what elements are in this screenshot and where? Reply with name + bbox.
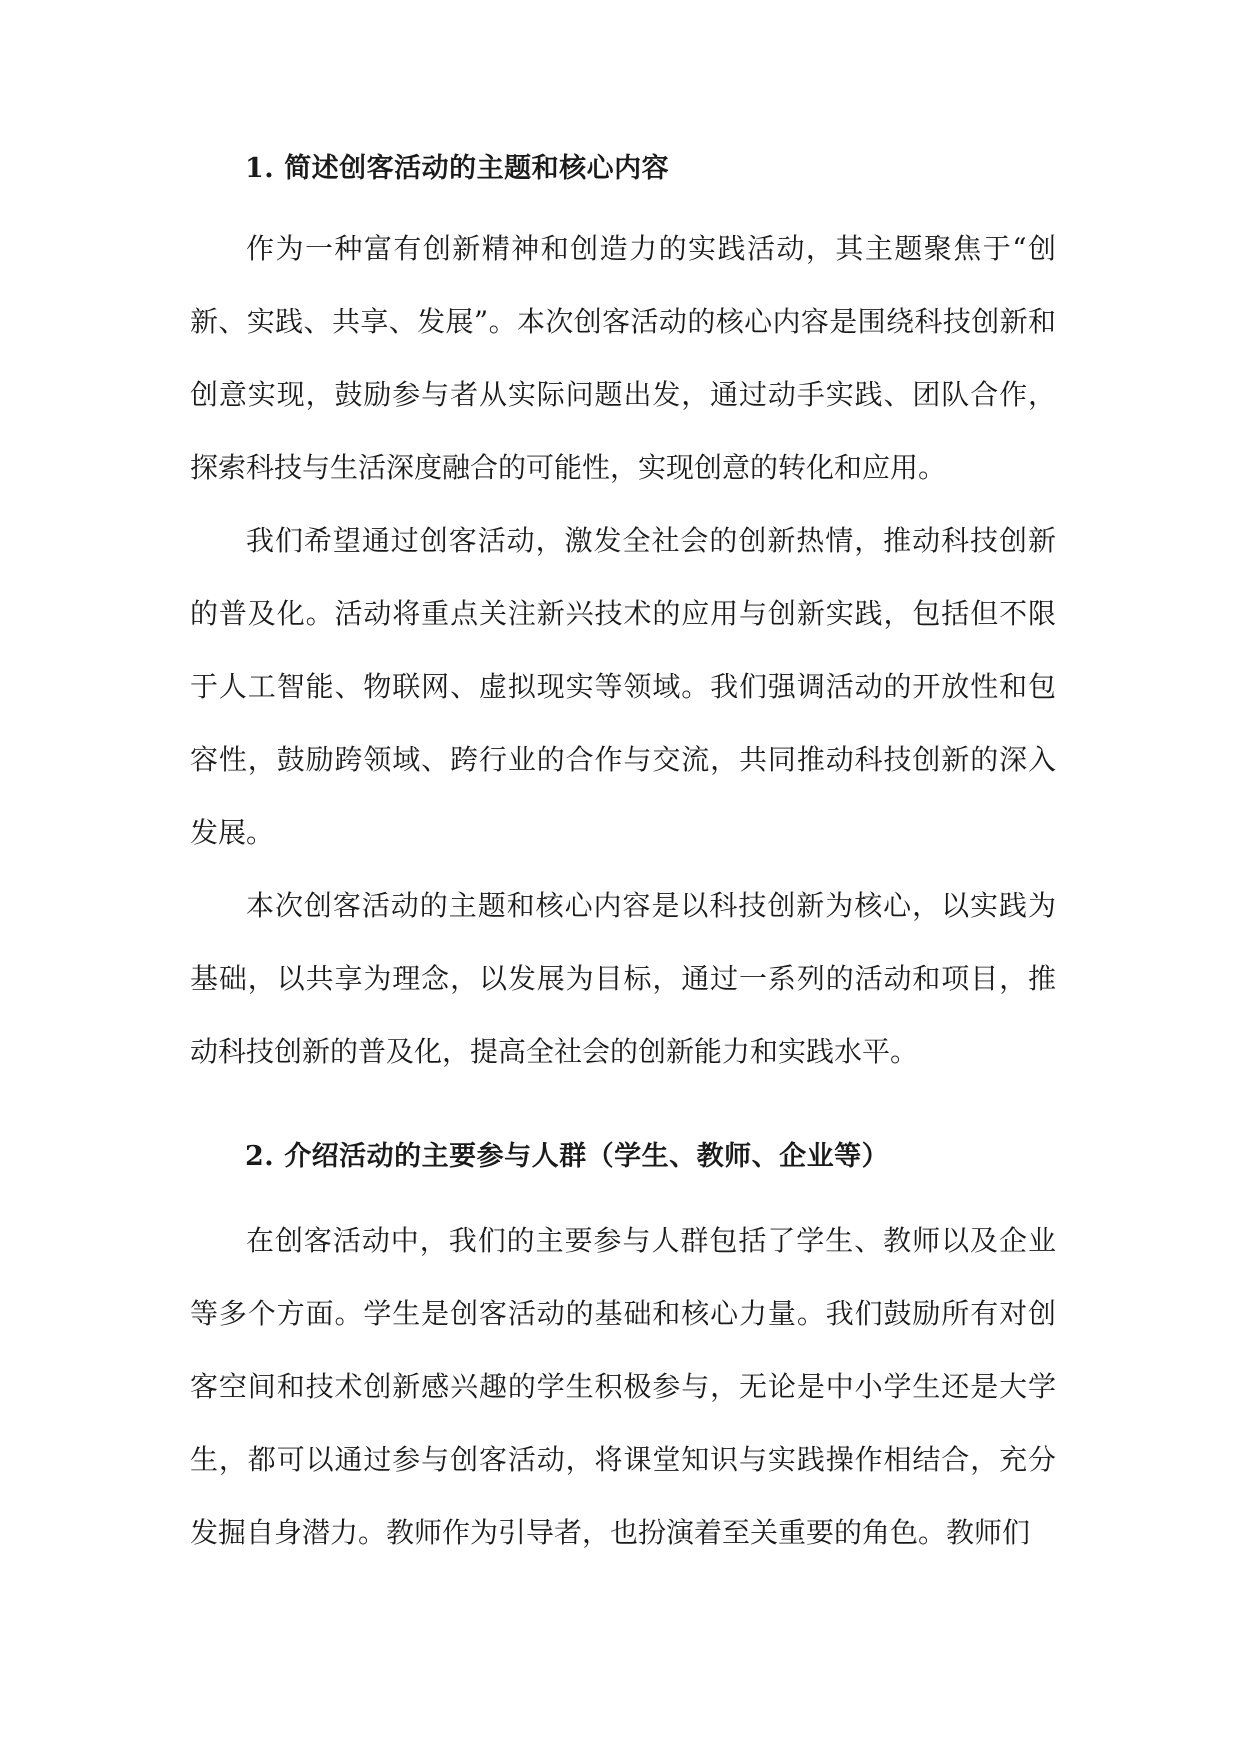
section-2-number: 2. — [245, 1141, 275, 1172]
section-1-paragraph-3: 本次创客活动的主题和核心内容是以科技创新为核心，以实践为基础，以共享为理念，以发展为目标，通过一系列的活动和项目，推动科技创新的普及化，提高全社会的创新能力和实践水平。 — [190, 889, 1056, 1068]
section-2-title: 介绍活动的主要参与人群（学生、教师、企业等） — [284, 1141, 890, 1172]
section-2-heading — [190, 1128, 1056, 1186]
section-1-paragraph-1: 作为一种富有创新精神和创造力的实践活动，其主题聚焦于“创新、实践、共享、发展”。本次创客活动的核心内容是围绕科技创新和创意实现，鼓励参与者从实际问题出发，通过动手实践、团队合作，探索科技与生活深度融合的可能性，实现创意的转化和应用。 — [190, 232, 1056, 484]
section-1-number: 1. — [245, 153, 275, 184]
section-1-paragraph-2: 我们希望通过创客活动，激发全社会的创新热情，推动科技创新的普及化。活动将重点关注新兴技术的应用与创新实践，包括但不限于人工智能、物联网、虚拟现实等领域。我们强调活动的开放性和包容性，鼓励跨领域、跨行业的合作与交流，共同推动科技创新的深入发展。 — [190, 524, 1056, 849]
section-1-heading — [190, 140, 1056, 198]
section-1-title: 简述创客活动的主题和核心内容 — [284, 153, 670, 184]
document-body — [190, 140, 1056, 1569]
section-2-paragraph-1: 在创客活动中，我们的主要参与人群包括了学生、教师以及企业等多个方面。学生是创客活动的基础和核心力量。我们鼓励所有对创客空间和技术创新感兴趣的学生积极参与，无论是中小学生还是大学生，都可以通过参与创客活动，将课堂知识与实践操作相结合，充分发掘自身潜力。教师作为引导者，也扮演着至关重要的角色。教师们 — [190, 1224, 1056, 1549]
